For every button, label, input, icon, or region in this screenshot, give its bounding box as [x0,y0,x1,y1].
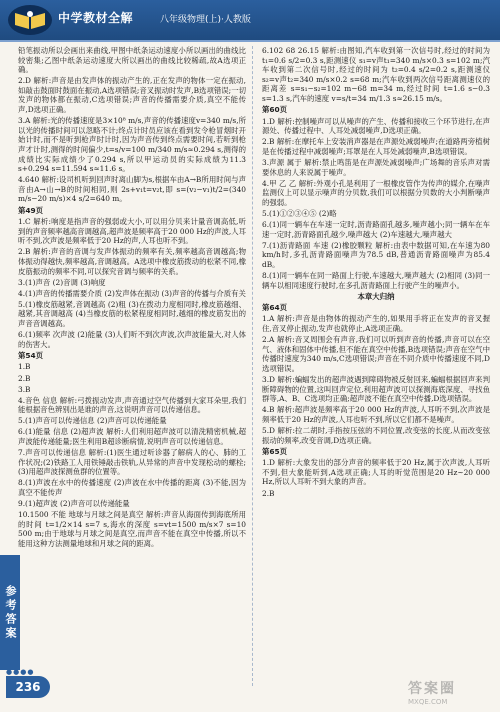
chapter-summary-heading: 本章大归纳 [357,291,395,301]
answer-paragraph: 9.(1)超声波 (2)声音可以传递能量 [18,499,130,509]
answer-paragraph: 铅笔振动所以会画出来曲线,甲图中纸条运动速度小所以画出的曲线比较密集;乙图中纸条运动速度大所以画出的曲线比较稀疏,故A选项正确。 [18,46,246,75]
answer-paragraph: 3.B [18,384,31,394]
page-number: 236 [6,676,50,698]
right-column [262,46,490,696]
answer-paragraph: 4.B 解析:超声波是频率高于20 000 Hz的声波,人耳听不到,次声波是频率低于20 Hz的声波,人耳也听不到,所以它们都不是噪声。 [262,405,490,424]
watermark-url: MXQE.COM [408,698,448,706]
page-dots-decoration: ●●●● [6,668,35,676]
page-header [0,0,500,40]
answer-paragraph: 1.B [18,362,31,372]
answer-paragraph: 4.(1)声音的传播需要介质 (2)发声体在振动 (3)声音的传播与介质有关 [18,288,246,298]
answer-paragraph: 2.D 解析:声音是由发声体的振动产生的,正在发声的物体一定在振动,如敲击鼓面时鼓面在振动,A选项错误;音叉振动时发声,B选项错误;一切发声的物体都在振动,C选项错误;声音的传播需要介质,真空不能传声,D选项正确。 [18,76,246,115]
answer-paragraph: 8.(1)声波在水中的传播速度 (2)声波在水中传播的距离 (3)不能,因为真空不能传声 [18,478,246,498]
section-heading: 第65页 [262,446,288,456]
answer-paragraph: 6.(1)频率 次声波 (2)能量 (3)人们听不到次声波,次声波能量大,对人体的伤害大。 [18,330,246,349]
answer-paragraph: 7.(1)沥青路面 车速 (2)橡胶颗粒 解析:由表中数据可知,在车速为80 km/h时,多孔沥青路面噪声为78.5 dB,普通沥青路面噪声为85.4 dB。 [262,240,490,269]
answer-paragraph: 2.A 解析:音叉周围会有声音,我们可以听到声音的传播,声音可以在空气、液体和固体中传播,但不能在真空中传播,B选项错误;声音在空气中传播时速度为340 m/s,C选项错误;声音在不同介质中传播速度不同,D选项错误。 [262,335,490,373]
section-heading: 第49页 [18,205,44,215]
answer-paragraph: 1.C 解析:响度是指声音的强弱或大小,可以用分贝来计量音调高低,听到的声音频率越高音调越高,超声波是频率高于20 000 Hz的声波,人耳听不到,次声波是频率低于20 Hz的声,人耳也听不到。 [18,217,246,246]
answers-side-tab: 参考答案 [0,555,20,670]
watermark-text: 答案圈 [408,681,456,697]
answer-paragraph: 4.640 解析:设司机听到回声时离山脚为s,根据车由A→B所用时间与声音由A→山→B的时间相同,则 2s+v₁t=v₂t,即 s=(v₂−v₁)t/2=(340 m/s−20 m/s)×4 s/2=640 m。 [18,175,246,204]
left-column [18,46,246,656]
answer-paragraph: 6.(1)同一辆车在车速一定时,沥青路面孔越多,噪声越小;同一辆车在车速一定时,沥青路面孔越少,噪声越大 (2)车速越大,噪声越大 [262,220,490,239]
answer-paragraph: 1.A 解析:声音是由物体的振动产生的,如果用手将正在发声的音叉握住,音叉停止振动,发声也就停止,A选项正确。 [262,314,490,334]
section-heading: 第64页 [262,302,288,312]
header-divider [0,40,500,42]
answer-paragraph: 4.甲 乙 乙 解析:外观小孔是利用了一根橡皮管作为传声的媒介,在噪声监测仪上可以显示噪声的分贝数,我们可以根据分贝数的大小判断噪声的强弱。 [262,178,490,207]
answer-paragraph: 7.声音可以传递信息 解析:(1)医生通过听诊器了解病人的心、肺的工作状况;(2)铁路工人用铁锤敲击铁轨,从异常的声音中发现松动的螺栓;(3)用超声波探测鱼群的位置等。 [18,448,246,477]
answer-paragraph: 2.B 解析:声音的音调与发声体振动的频率有关,频率越高音调越高;物体振动得越快,频率越高,音调越高。A选项中橡皮筋拨动的松紧不同,橡皮筋振动的频率不同,可以探究音调与频率的关系。 [18,247,246,276]
answer-paragraph: 5.(1)声音可以传递信息 (2)声音可以传递能量 [18,416,167,426]
answer-paragraph: 2.B [18,373,31,383]
answer-paragraph: 1.D 解析:大象发出的部分声音的频率低于20 Hz,属于次声波,人耳听不到,但大象能听到,A选项正确;人耳的听觉范围是20 Hz~20 000 Hz,所以人耳听不到大象的声音。 [262,458,490,487]
answer-paragraph: 5.(1)橡皮筋越紧,音调越高 (2)粗 (3)在拨动力度相同时,橡皮筋越细、越紧,其音调越高 (4)当橡皮筋的松紧程度相同时,越细的橡皮筋发出的声音音调越高。 [18,299,246,329]
answer-paragraph: 8.(1)同一辆车在同一路面上行驶,车速越大,噪声越大 (2)相同 (3)同一辆车以相同速度行驶时,在多孔沥青路面上行驶产生的噪声小。 [262,271,490,290]
book-title: 中学教材全解 [58,11,134,25]
answer-paragraph: 6.(1)能量 信息 (2)超声波 解析:人们利用超声波可以清洗精密机械,超声波能传递能量;医生利用B超诊断病情,说明声音可以传递信息。 [18,427,246,447]
watermark-logo [408,678,494,708]
answer-paragraph: 6.102 68 26.15 解析:由图知,汽车收到第一次信号时,经过的时间为 t₁=0.6 s/2=0.3 s,距测速仪 s₁=v声t₁=340 m/s×0.3 s=102 m;汽车收到第二次信号时,经过的时间为 t₂=0.4 s/2=0.2 s,距测速仪 s₂=v声t₂=340 m/s×0.2 s=68 m;汽车收到两次信号距离测速仪的距离差 s=s₁−s₂=102 m−68 m=34 m,经过时间 t=1.6 s−0.3 s=1.3 s,汽车的速度 v=s/t=34 m/1.3 s≈26.15 m/s。 [262,46,490,103]
column-divider [252,46,254,686]
answer-paragraph: 5.(1)①②③④⑤ (2)略 [262,209,337,218]
section-heading: 第54页 [18,350,44,360]
book-subtitle: 八年级物理(上)·人教版 [160,15,251,25]
answer-paragraph: 3.A 解析:光的传播速度是3×10⁸ m/s,声音的传播速度v=340 m/s,所以光的传播时间可以忽略不计;终点计时员应该在看到发令枪冒烟时开始计时,而不是听到枪声时计时,因为声音传到终点需要时间,若听到枪声才计时,测得的时间偏少,t=s/v=100 m/340 m/s≈0.294 s,测得的成绩比实际成绩少了0.294 s,所以甲运动员的实际成绩为11.3 s+0.294 s=11.594 s≈11.6 s。 [18,116,246,174]
book-logo-icon [8,5,52,35]
answer-paragraph: 10.1500 不能 地球与月球之间是真空 解析:声音从海面传到海底所用的时间 t=1/2×14 s=7 s,海水的深度 s=vt=1500 m/s×7 s=10 500 m;由于地球与月球之间是真空,而声音不能在真空中传播,所以不能用这种方法测量地球和月球之间的距离。 [18,510,246,548]
answer-paragraph: 5.D 解析:拉二胡时,手指按压弦的不同位置,改变弦的长度,从而改变弦振动的频率,改变音调,D选项正确。 [262,425,490,445]
answer-paragraph: 2.B 解析:在摩托车上安装消声器是在声源处减弱噪声;在道路两旁植树是在传播过程中减弱噪声;耳罩是在人耳处减弱噪声,B选项错误。 [262,137,490,156]
answer-paragraph: 3.声源 属于 解析:禁止鸣笛是在声源处减弱噪声;广场舞的音乐声对需要休息的人来说属于噪声。 [262,158,490,177]
answer-paragraph: 3.(1)声音 (2)音调 (3)响度 [18,277,106,287]
answer-paragraph: 1.D 解析:控制噪声可以从噪声的产生、传播和接收三个环节进行,在声源处、传播过程中、人耳处减弱噪声,D选项正确。 [262,116,490,136]
answer-paragraph: 2.B [262,488,275,498]
answer-paragraph: 4.音色 信息 解析:弓拨振动发声,声音通过空气传播到大家耳朵里,我们能根据音色辨别出是谁的声音,这说明声音可以传递信息。 [18,395,246,415]
answer-paragraph: 3.D 解析:蝙蝠发出的超声波遇到障碍物被反射回来,蝙蝠根据回声来判断障碍物的位置,这叫回声定位,利用超声波可以探测海底深度、寻找鱼群等,A、B、C选项均正确;超声波不能在真空中传播,D选项错误。 [262,375,490,404]
section-heading: 第60页 [262,105,288,115]
